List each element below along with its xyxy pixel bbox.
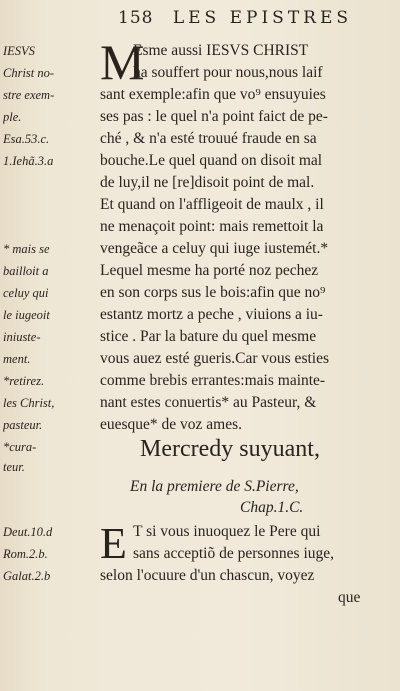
margin-note: *cura- xyxy=(3,440,37,454)
body-text: sans acceptiõ de personnes iuge, xyxy=(133,545,335,562)
margin-note: teur. xyxy=(3,460,25,474)
running-title: LES EPISTRES xyxy=(172,8,353,28)
text-line xyxy=(0,326,400,348)
text-line xyxy=(0,194,400,216)
text-line xyxy=(0,304,400,326)
body-text: de luy,il ne [re]disoit point de mal. xyxy=(100,174,315,191)
margin-note: celuy qui xyxy=(3,286,49,300)
body-text: Et quand on l'affligeoit de maulx , il xyxy=(100,196,324,213)
text-line xyxy=(0,84,400,106)
text-line xyxy=(0,106,400,128)
text-line xyxy=(0,40,400,62)
sub-heading-epistle: En la premiere de S.Pierre, xyxy=(130,478,299,495)
section-title: Mercredy suyuant, xyxy=(140,436,320,462)
body-text: stice . Par la bature du quel mesme xyxy=(100,328,317,345)
text-line xyxy=(0,62,400,84)
margin-note: bailloit a xyxy=(3,264,49,278)
body-text: nant estes conuertis* au Pasteur, & xyxy=(100,394,317,411)
page-number: 158 xyxy=(118,8,154,28)
text-line xyxy=(0,348,400,370)
catchword: que xyxy=(338,589,361,606)
body-text: Lequel mesme ha porté noz pechez xyxy=(100,262,319,279)
body-text: bouche.Le quel quand on disoit mal xyxy=(100,152,323,169)
margin-note: Esa.53.c. xyxy=(3,132,50,146)
margin-note: les Christ, xyxy=(3,396,55,410)
body-text: euesque* de voz ames. xyxy=(100,416,243,433)
body-text: ha souffert pour nous,nous laif xyxy=(133,64,323,81)
body-text: selon l'ocuure d'un chascun, voyez xyxy=(100,567,315,584)
margin-note: pasteur. xyxy=(3,418,43,432)
body-text: ne menaçoit point: mais remettoit la xyxy=(100,218,324,235)
running-header xyxy=(118,8,388,32)
margin-note: 1.Iehã.3.a xyxy=(3,154,54,168)
text-line xyxy=(0,392,400,414)
body-text: T si vous inuoquez le Pere qui xyxy=(133,523,321,540)
margin-note: Christ no- xyxy=(3,66,55,80)
margin-note: stre exem- xyxy=(3,88,55,102)
text-line xyxy=(0,216,400,238)
text-line xyxy=(0,282,400,304)
text-line xyxy=(0,172,400,194)
text-line xyxy=(0,128,400,150)
text-line xyxy=(0,521,400,543)
margin-note: * mais se xyxy=(3,242,50,256)
body-text: ses pas : le quel n'a point faict de pe- xyxy=(100,108,328,125)
sub-heading-chapter: Chap.1.C. xyxy=(240,499,304,516)
text-line xyxy=(0,370,400,392)
drop-cap-e: E xyxy=(100,519,127,568)
drop-cap-m: M xyxy=(100,34,145,90)
margin-note: ple. xyxy=(3,110,22,124)
body-text: en son corps sus le bois:afin que no⁹ xyxy=(100,284,326,301)
body-text: vous auez esté gueris.Car vous esties xyxy=(100,350,329,367)
margin-note: *retirez. xyxy=(3,374,45,388)
text-line xyxy=(0,238,400,260)
margin-note: ment. xyxy=(3,352,31,366)
margin-note: IESVS xyxy=(3,44,35,58)
margin-note: Galat.2.b xyxy=(3,569,51,583)
margin-note: Deut.10.d xyxy=(3,525,53,539)
text-line xyxy=(0,260,400,282)
body-text: sant exemple:afin que vo⁹ ensuyuies xyxy=(100,86,326,103)
body-text: vengeãce a celuy qui iuge iustemét.* xyxy=(100,240,329,257)
body-text: Esme aussi IESVS CHRIST xyxy=(133,42,309,59)
text-line xyxy=(0,150,400,172)
margin-note: le iugeoit xyxy=(3,308,50,322)
margin-note: iniuste- xyxy=(3,330,41,344)
margin-note: Rom.2.b. xyxy=(3,547,48,561)
text-line xyxy=(0,543,400,565)
body-text: ché , & n'a esté trouué fraude en sa xyxy=(100,130,317,147)
body-text: comme brebis errantes:mais mainte- xyxy=(100,372,326,389)
text-line xyxy=(0,565,400,587)
body-text: estantz mortz a peche , viuions a iu- xyxy=(100,306,323,323)
